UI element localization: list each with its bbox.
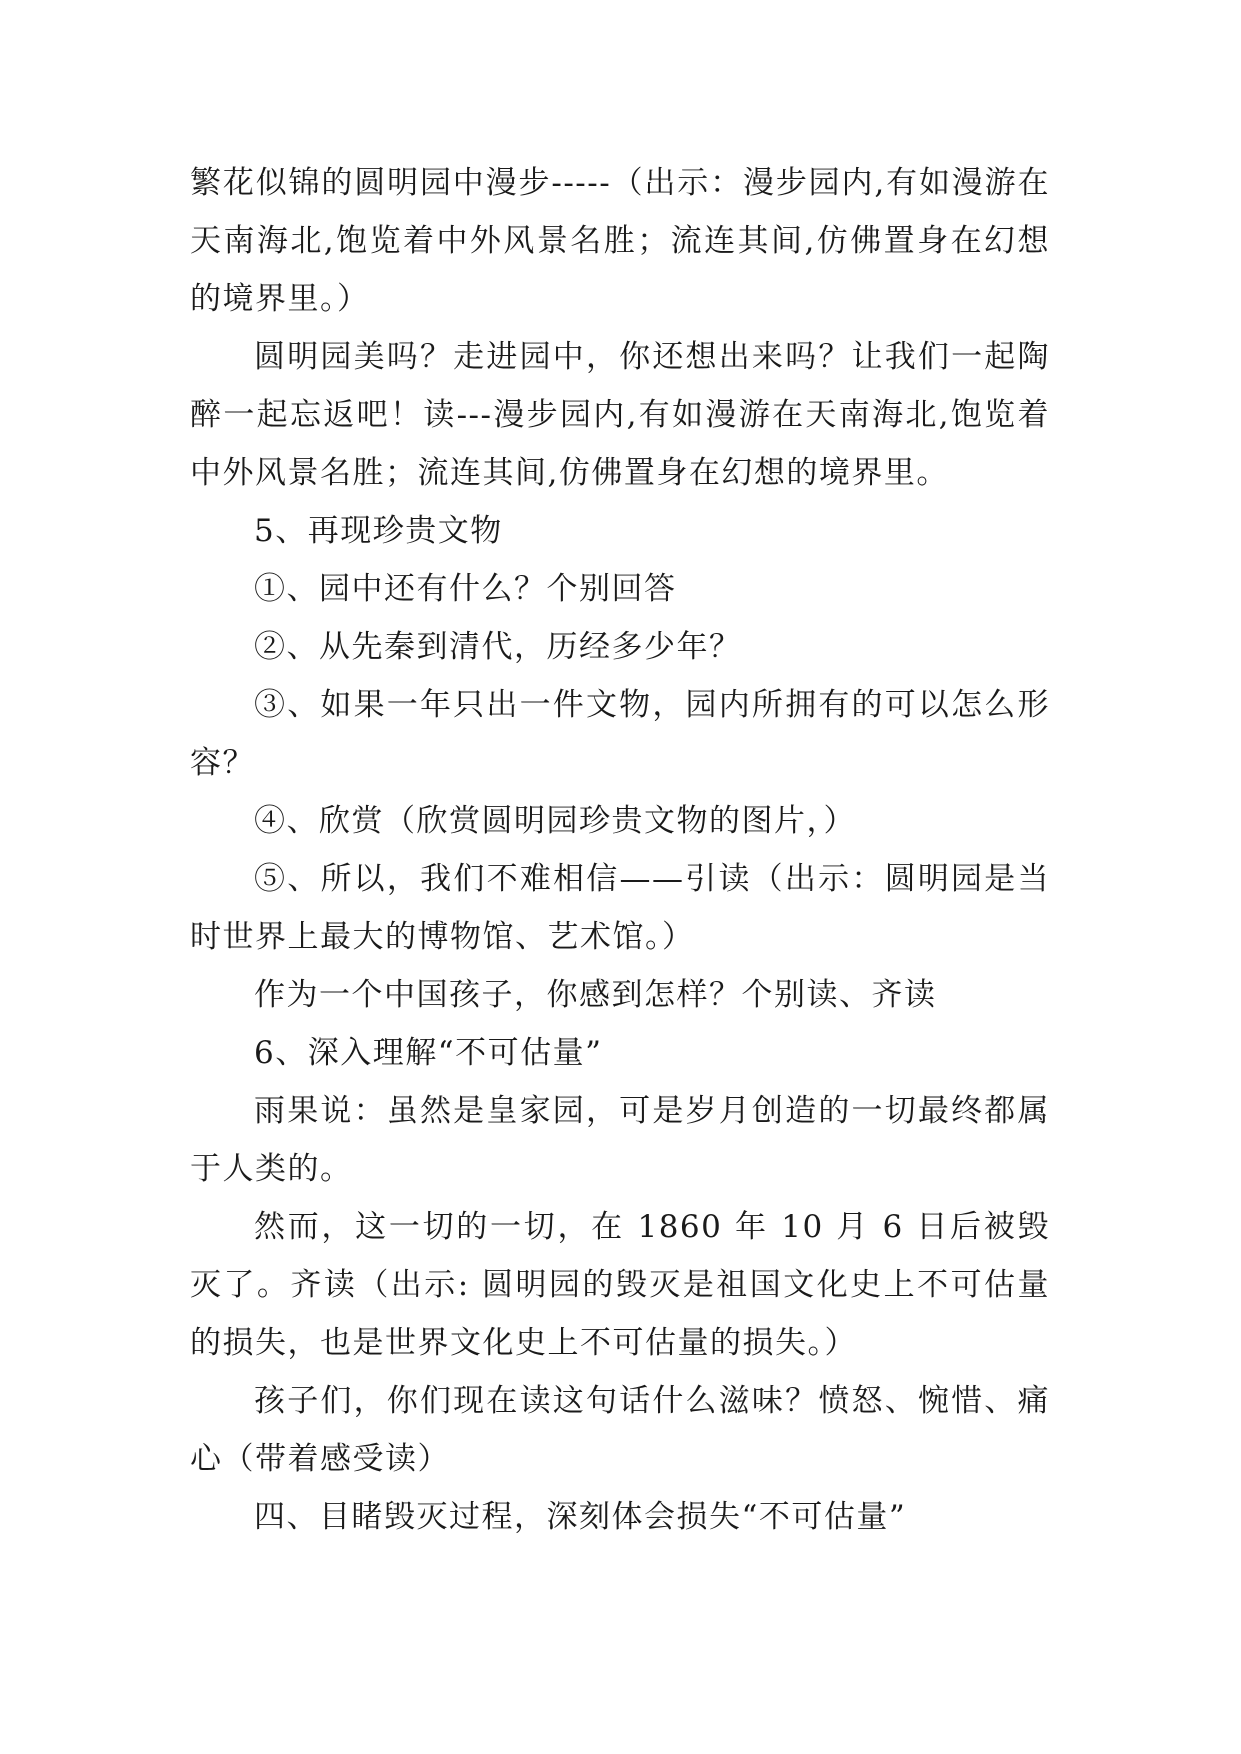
paragraph-2: 圆明园美吗？走进园中，你还想出来吗？让我们一起陶醉一起忘返吧！读---漫步园内,有如漫游在天南海北,饱览着中外风景名胜；流连其间,仿佛置身在幻想的境界里。 — [190, 339, 1050, 491]
section-heading-5: 5、再现珍贵文物 — [254, 513, 503, 549]
list-item-3: ③、如果一年只出一件文物，园内所拥有的可以怎么形容？ — [190, 687, 1050, 781]
list-item-4: ④、欣赏（欣赏圆明园珍贵文物的图片，） — [254, 803, 856, 839]
section-heading-6: 6、深入理解“不可估量” — [254, 1035, 603, 1071]
document-body — [190, 154, 1050, 1546]
section-heading-4: 四、目睹毁灭过程，深刻体会损失“不可估量” — [254, 1499, 907, 1535]
list-item-5: ⑤、所以，我们不难相信——引读（出示：圆明园是当时世界上最大的博物馆、艺术馆。） — [190, 861, 1050, 955]
list-item-2: ②、从先秦到清代，历经多少年？ — [254, 629, 742, 665]
list-item-1: ①、园中还有什么？个别回答 — [254, 571, 677, 607]
paragraph-4: 雨果说：虽然是皇家园，可是岁月创造的一切最终都属于人类的。 — [190, 1093, 1050, 1187]
paragraph-6: 孩子们，你们现在读这句话什么滋味？愤怒、惋惜、痛心（带着感受读） — [190, 1383, 1050, 1477]
paragraph-3: 作为一个中国孩子，你感到怎样？个别读、齐读 — [254, 977, 937, 1013]
paragraph-5: 然而，这一切的一切，在 1860 年 10 月 6 日后被毁灭了。齐读（出示: 圆明园的毁灭是祖国文化史上不可估量的损失，也是世界文化史上不可估量的损失。） — [190, 1209, 1050, 1361]
paragraph-1: 繁花似锦的圆明园中漫步-----（出示：漫步园内,有如漫游在天南海北,饱览着中外风景名胜；流连其间,仿佛置身在幻想的境界里。） — [190, 165, 1050, 317]
